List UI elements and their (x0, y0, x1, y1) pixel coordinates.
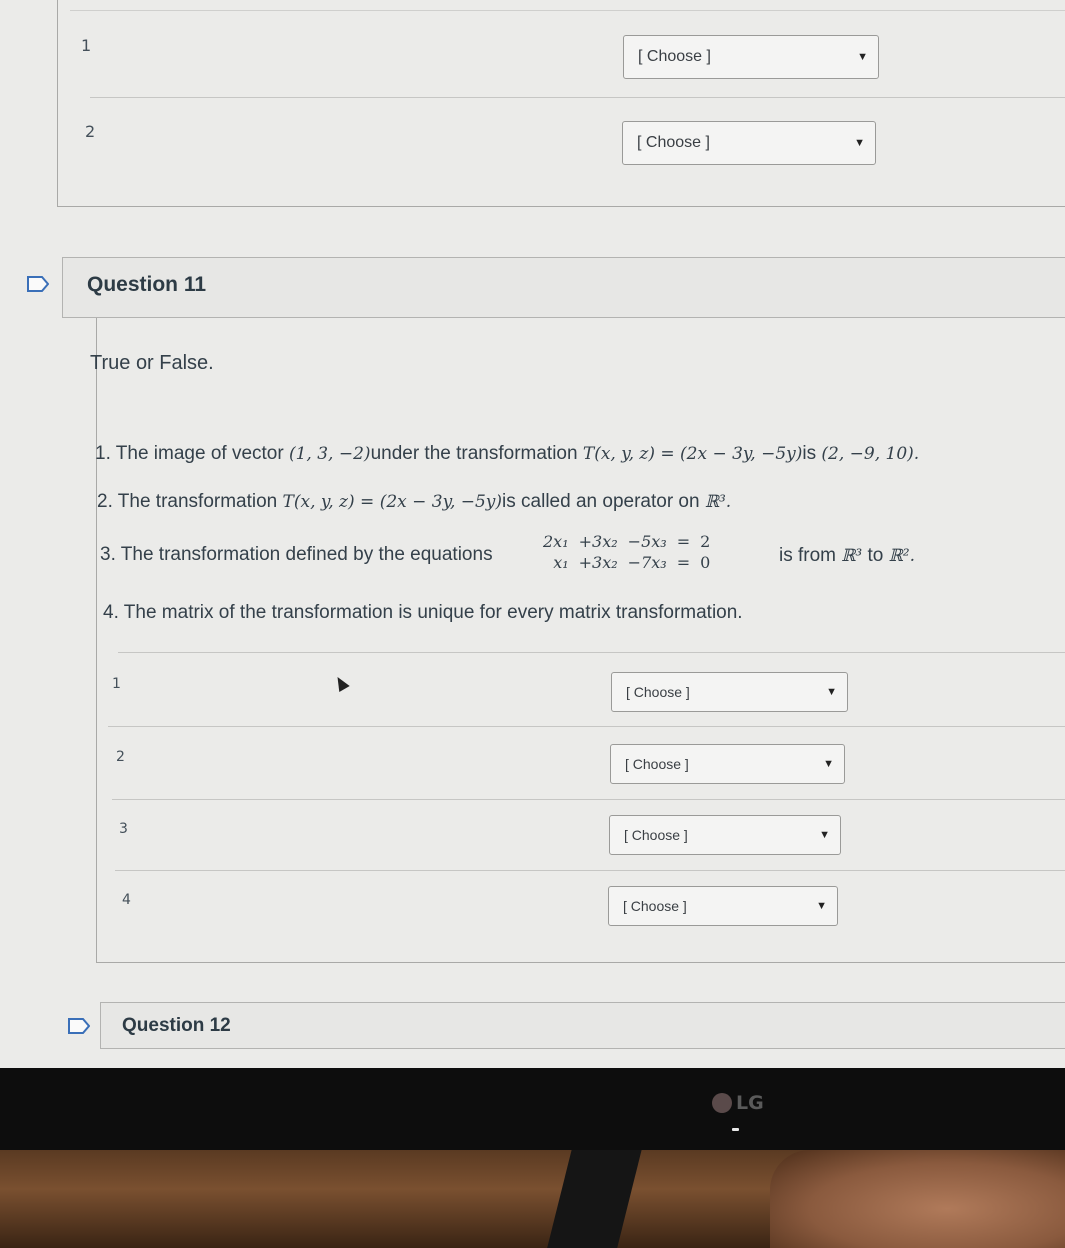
statement-text: 1. The image of vector (95, 443, 289, 464)
answer-number: 4 (122, 892, 131, 908)
result: (2, −9, 10). (821, 444, 920, 464)
term: 2 (700, 532, 711, 551)
answer-select-2[interactable] (610, 744, 845, 784)
statement-text: is called an operator on (502, 491, 705, 512)
term: 0 (700, 553, 711, 572)
equation-row (543, 532, 720, 553)
answer-number: 1 (112, 676, 121, 692)
select-value: [ Choose ] (626, 684, 690, 700)
term: x₁ (553, 553, 569, 572)
monitor-logo (712, 1092, 764, 1114)
select-value: [ Choose ] (637, 134, 710, 151)
brand-text: LG (736, 1092, 764, 1114)
row-divider (118, 652, 1065, 653)
row-divider (112, 799, 1065, 800)
question-body (96, 318, 1065, 963)
statement-text: is from (779, 545, 842, 566)
select-value: [ Choose ] (625, 756, 689, 772)
bookmark-icon[interactable] (68, 1018, 90, 1034)
term: +3x₂ (578, 553, 618, 572)
statement-4: 4. The matrix of the transformation is unique for every matrix transformation. (103, 602, 743, 623)
bookmark-icon[interactable] (27, 276, 49, 292)
term: +3x₂ (578, 532, 618, 551)
select-value: [ Choose ] (623, 898, 687, 914)
equals: = (676, 553, 691, 572)
answer-number: 2 (85, 122, 96, 141)
chevron-down-icon: ▼ (816, 900, 827, 912)
statement-text: under the transformation (370, 443, 583, 464)
chevron-down-icon: ▼ (854, 137, 865, 149)
question-prompt: True or False. (90, 352, 214, 374)
vector: (1, 3, −2) (288, 444, 371, 464)
row-divider (115, 870, 1065, 871)
space: ℝ³. (704, 492, 732, 512)
power-led (732, 1128, 739, 1131)
transformation: T(x, y, z) = (2x − 3y, −5y) (582, 444, 803, 464)
answer-select-3[interactable] (609, 815, 841, 855)
answer-number: 3 (119, 821, 128, 837)
statement-text: is (802, 443, 822, 464)
row-divider (108, 726, 1065, 727)
question-header (62, 257, 1065, 318)
chevron-down-icon: ▼ (819, 829, 830, 841)
select-value: [ Choose ] (638, 48, 711, 65)
chevron-down-icon: ▼ (823, 758, 834, 770)
hand-background (770, 1150, 1065, 1248)
answer-select-2[interactable] (622, 121, 876, 165)
answer-select-1[interactable] (611, 672, 848, 712)
statement-text: 2. The transformation (97, 491, 283, 512)
term: −5x₃ (627, 532, 667, 551)
term: −7x₃ (627, 553, 667, 572)
row-divider (90, 97, 1065, 98)
transformation: T(x, y, z) = (2x − 3y, −5y) (282, 492, 503, 512)
statement-1 (95, 443, 919, 465)
chevron-down-icon: ▼ (826, 686, 837, 698)
chevron-down-icon: ▼ (857, 51, 868, 63)
answer-number: 1 (81, 36, 92, 55)
equals: = (676, 532, 691, 551)
answer-select-1[interactable] (623, 35, 879, 79)
monitor-bezel (0, 1068, 1065, 1150)
space: ℝ³ (841, 546, 863, 566)
lg-logo-icon (712, 1093, 732, 1113)
select-value: [ Choose ] (624, 827, 688, 843)
question-title: Question 11 (87, 273, 207, 296)
equation-system (543, 532, 720, 574)
answer-number: 2 (116, 749, 125, 765)
statement-text: to (862, 545, 889, 566)
answer-select-4[interactable] (608, 886, 838, 926)
space: ℝ². (888, 546, 915, 566)
question-header (100, 1002, 1065, 1049)
question-title: Question 12 (122, 1015, 231, 1036)
statement-3: 3. The transformation defined by the equations (100, 544, 493, 565)
previous-question-answers (57, 0, 1065, 207)
statement-3-tail (779, 545, 915, 567)
term: 2x₁ (543, 532, 569, 551)
statement-2 (97, 491, 731, 513)
equation-row (543, 553, 720, 574)
